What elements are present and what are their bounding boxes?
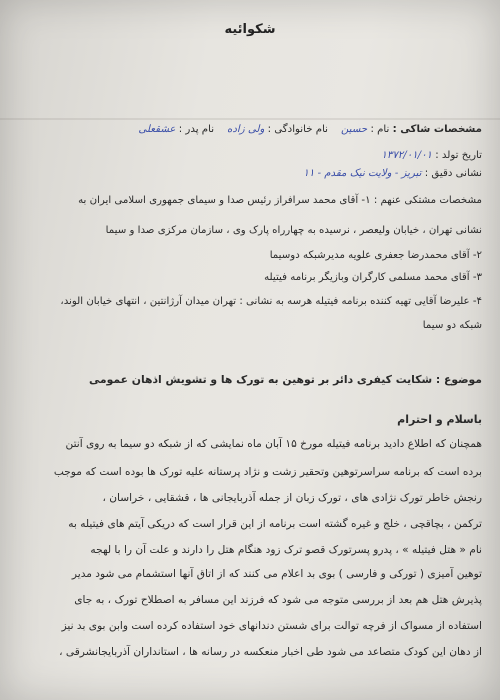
document-title: شکوائیه (224, 22, 276, 37)
body-line: برده است که برنامه سراسرتوهین وتحقیر زشت و نژاد پرستانه علیه تورک ها بوده است که موجب (53, 466, 482, 478)
dob-value: ۱۳۷۲/۰۱/۰۱ (381, 150, 433, 161)
complainant-row (12, 122, 482, 138)
greeting: باسلام و احترام (397, 413, 482, 426)
address-value: تبریز - ولایت نیک مقدم - ۱۱ (303, 168, 422, 179)
accused-line: ۳- آقای محمد مسلمی کارگران وبازیگر برنامه فیتیله (264, 272, 482, 283)
father-value: عشقعلی (138, 124, 176, 135)
accused-line: شبکه دو سیما (422, 320, 482, 331)
accused-line: نشانی تهران ، خیابان ولیعصر ، نرسیده به چهارراه پارک وی ، سازمان مرکزی صدا و سیما (105, 225, 482, 236)
body-line: همچنان که اطلاع دادید برنامه فیتیله مورخ ۱۵ آبان ماه نمایشی که از شبکه دو سیما به روی آنتن (65, 438, 482, 450)
accused-line: ۴- علیرضا آقایی تهیه کننده برنامه فیتیله هرسه به نشانی : تهران میدان آرژانتین ، انتهای خیابان الوند، (60, 296, 482, 307)
father-label: نام پدر : (178, 124, 215, 135)
family-value: ولی زاده (227, 124, 265, 135)
family-label: نام خانوادگی : (267, 124, 329, 135)
complainant-label: مشخصات شاکی : (392, 124, 482, 135)
body-line: رنجش خاطر تورک نژادی های ، تورک زبان از جمله آذربایجانی ها ، قشقایی ، خراسان ، (102, 492, 482, 504)
address-row (12, 166, 482, 182)
body-line: ترکمن ، بچاقچی ، خلج و غیره گشته است برنامه از این قرار است که دریکی آیتم های فیتیله به (68, 518, 482, 530)
paper-fold (0, 118, 500, 120)
body-line: نام « هتل فیتیله » ، پدرو پسرتورک قصو ترک زود هنگام هتل را دارند و علت آن را با لهجه (90, 544, 482, 556)
name-value: حسین (340, 124, 368, 135)
body-line: پذیرش هتل هم بعد از بررسی متوجه می شود که فرزند این مسافر به اصطلاح تورک ، به جای (74, 594, 482, 606)
dob-label: تاریخ تولد : (435, 150, 482, 161)
name-label: نام : (370, 124, 390, 135)
dob-row (12, 148, 482, 164)
body-line: توهین آمیزی ( تورکی و فارسی ) بوی بد اعلام می کنند که از اتاق آنها استشمام می شود مدیر (71, 568, 482, 580)
subject-line: موضوع : شکایت کیفری دائر بر توهین به تورک ها و تشویش اذهان عمومی (89, 373, 482, 386)
address-label: نشانی دقیق : (424, 168, 482, 179)
accused-line: ۲- آقای محمدرضا جعفری علویه مدیرشبکه دوسیما (269, 250, 482, 261)
body-line: از دهان این کودک متصاعد می شود طی اخبار منعکسه در رسانه ها ، استانداران آذربایجانشرقی ، (59, 646, 482, 658)
accused-line: مشخصات مشتکی عنهم : ۱- آقای محمد سرافراز رئیس صدا و سیمای جمهوری اسلامی ایران به (78, 195, 482, 206)
body-line: استفاده از مسواک از فرچه توالت برای شستن دندانهای خود استفاده کرده است وابن بوی بد نیز (61, 620, 482, 632)
